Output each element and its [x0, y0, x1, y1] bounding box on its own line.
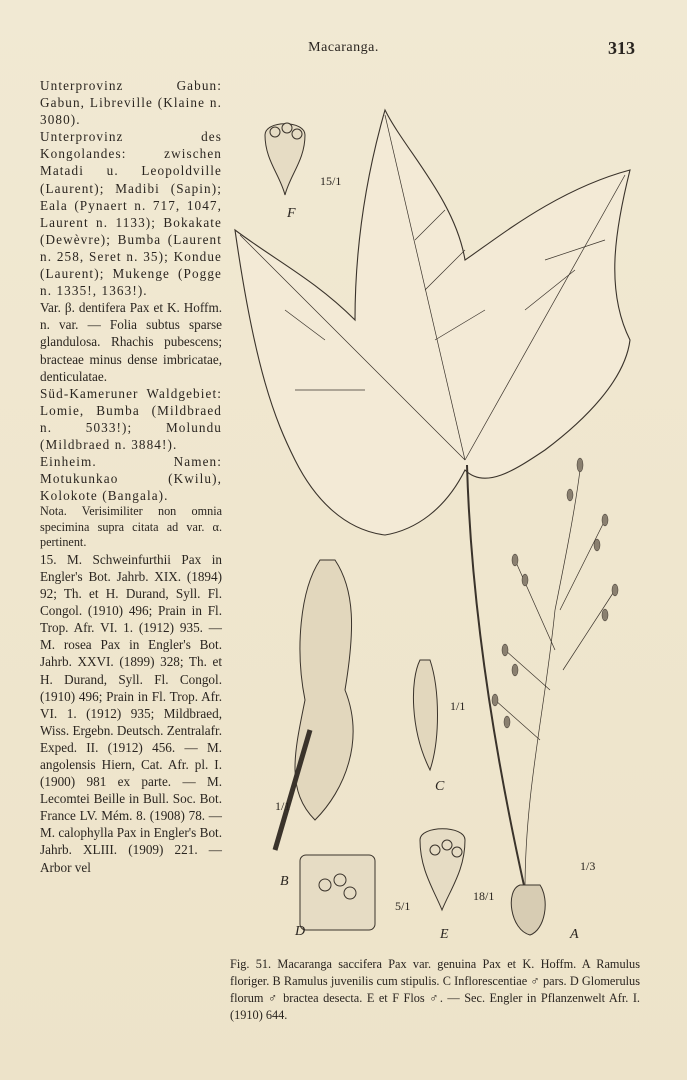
text-column	[40, 77, 222, 876]
paragraph-gabun: Unterprovinz Gabun: Gabun, Libreville (Klaine n. 3080).	[40, 78, 222, 128]
paragraph-kamerun: Süd-Kameruner Waldgebiet: Lomie, Bumba (Mildbraed n. 5033!); Molundu (Mildbraed n. 3884!).	[40, 385, 222, 452]
scale-d: 5/1	[395, 899, 411, 913]
branch-b	[295, 560, 353, 820]
paragraph-kongo: Unterprovinz des Kongolandes: zwischen Matadi u. Leopoldville (Laurent); Madibi (Sapin); Eala (Pynaert n. 717, 1047, Laurent n. 1133); Bokakate (Dewèvre); Bumba (Laurent n. 258, Seret n. 35); Kondue (Laurent); Mukenge (Pogge n. 1335!, 1363!).	[40, 129, 222, 299]
paragraph-nota: Nota. Verisimiliter non omnia specimina supra citata ad var. α. pertinent.	[40, 504, 222, 550]
inflorescence-c	[413, 660, 437, 770]
label-b: B	[280, 874, 289, 889]
scale-a: 1/3	[580, 859, 596, 873]
label-a: A	[570, 927, 579, 942]
paragraph-species-15: 15. M. Schweinfurthii Pax in Engler's Bot. Jahrb. XIX. (1894) 92; Th. et H. Durand, Syll. Fl. Congol. (1910) 496; Prain in Fl. Trop. Afr. VI. 1. (1912) 935. — M. rosea Pax in Engler's Bot. Jahrb. XXVI. (1899) 328; Th. et H. Durand, Syll. Fl. Congol. (1910) 496; Prain in Fl. Trop. Afr. VI. 1. (1912) 935; Mildbraed, Wiss. Ergebn. Deutsch. Zentralafr. Exped. II. (1912) 456. — M. angolensis Hiern, Cat. Afr. pl. I. (1900) 981 ex parte. — M. Lecomtei Beille in Bull. Soc. Bot. France LV. Mém. 8. (1908) 78. — M. calophylla Pax in Engler's Bot. Jahrb. XLIII. (1909) 221. — Arbor vel	[40, 551, 222, 875]
label-f: F	[287, 206, 296, 221]
scale-f: 15/1	[320, 174, 342, 188]
botanical-illustration	[225, 90, 665, 950]
paragraph-names: Einheim. Namen: Motukunkao (Kwilu), Kolokote (Bangala).	[40, 454, 222, 504]
inflorescence-branch	[495, 470, 615, 890]
caption-text: Fig. 51. Macaranga saccifera Pax var. genuina Pax et K. Hoffm. A Ramulus floriger. B Ramulus juvenilis cum stipulis. C Inflorescentiae ♂ pars. D Glomerulus florum ♂ bractea desecta. E et F Flos ♂. — Sec. Engler in Pflanzenwelt Afr. I. (1910) 644.	[230, 957, 640, 1022]
running-header: Macaranga.	[308, 40, 379, 55]
label-e: E	[440, 927, 449, 942]
paragraph-variety: Var. β. dentifera Pax et K. Hoffm. n. var. — Folia subtus sparse glandulosa. Rhachis pubescens; bracteae minus dense imbricatae, denticulatae.	[40, 300, 222, 384]
scale-b: 1/1	[275, 799, 291, 813]
leaf-blade	[235, 110, 630, 535]
label-d: D	[295, 924, 306, 939]
glomerulus-d	[300, 855, 375, 930]
figure-caption	[230, 956, 640, 1024]
stipule-a	[511, 885, 545, 935]
label-c: C	[435, 779, 445, 794]
scale-c: 1/1	[450, 699, 466, 713]
plant-drawing	[225, 90, 665, 950]
flower-e	[420, 829, 465, 910]
scale-e: 18/1	[473, 889, 495, 903]
stem	[467, 465, 525, 890]
page-number: 313	[608, 38, 635, 58]
